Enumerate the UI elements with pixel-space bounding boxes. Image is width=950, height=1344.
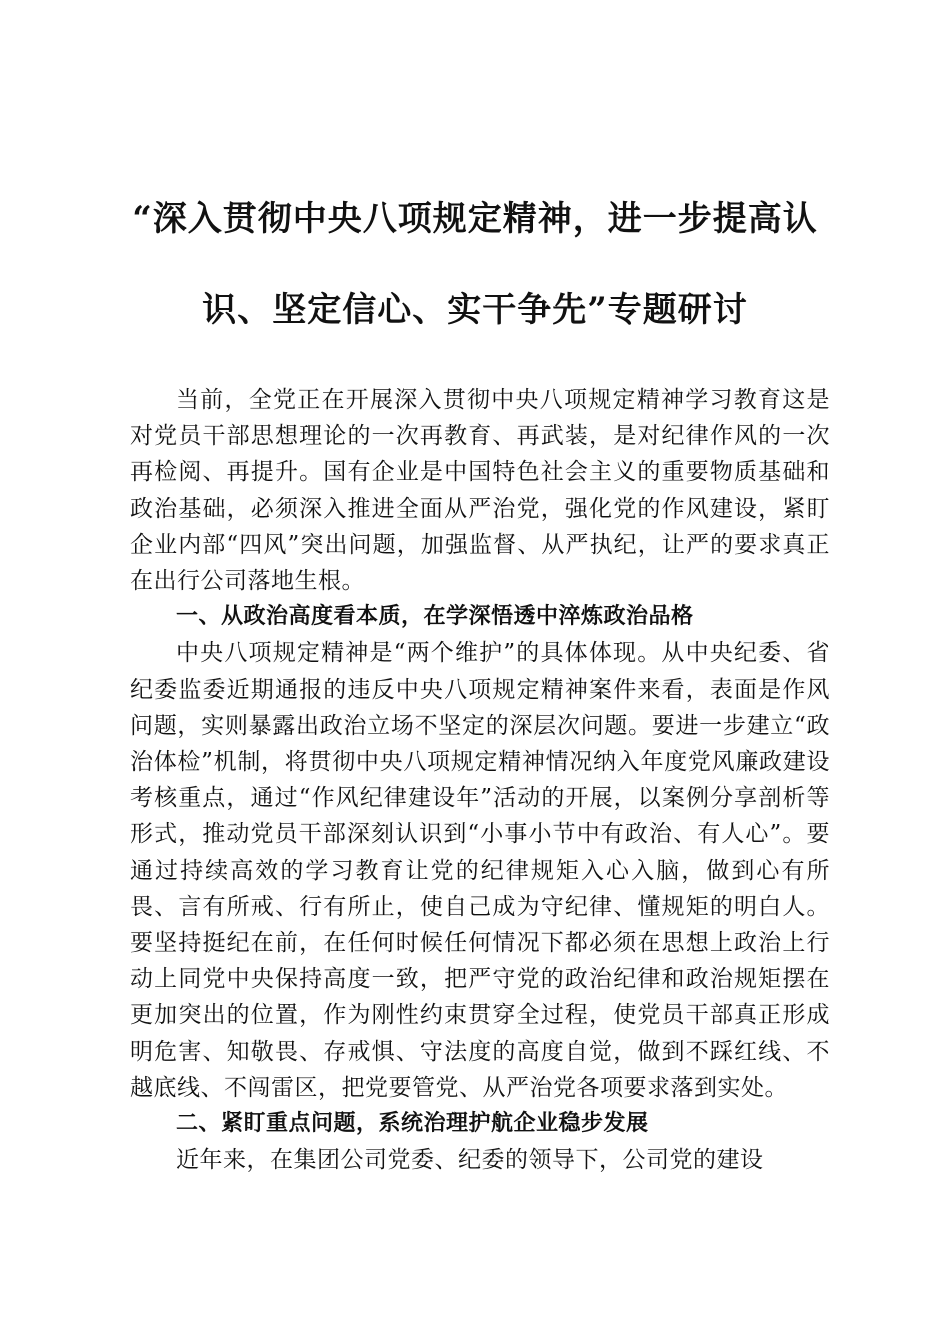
document-title-line-2: 识、坚定信心、实干争先”专题研讨 [202, 290, 748, 330]
section-2-paragraph: 近年来，在集团公司党委、纪委的领导下，公司党的建设 [176, 1147, 764, 1174]
section-1-paragraph: 中央八项规定精神是“两个维护”的具体体现。从中央纪委、省纪委监委近期通报的违反中央八项规定精神案件来看，表面是作风问题，实则暴露出政治立场不坚定的深层次问题。要进一步建立“政治体检”机制，将贯彻中央八项规定精神情况纳入年度党风廉政建设考核重点，通过“作风纪律建设年”活动的开展，以案例分享剖析等形式，推动党员干部深刻认识到“小事小节中有政治、有人心”。要通过持续高效的学习教育让党的纪律规矩入心入脑，做到心有所畏、言有所戒、行有所止，使自己成为守纪律、懂规矩的明白人。要坚持挺纪在前，在任何时候任何情况下都必须在思想上政治上行动上同党中央保持高度一致，把严守党的政治纪律和政治规矩摆在更加突出的位置，作为刚性约束贯穿全过程，使党员干部真正形成明危害、知敬畏、存戒惧、守法度的高度自觉，做到不踩红线、不越底线、不闯雷区，把党要管党、从严治党各项要求落到实处。 [130, 640, 830, 1101]
document-body [130, 382, 830, 1178]
section-heading-1: 一、从政治高度看本质，在学深悟透中淬炼政治品格 [176, 604, 694, 630]
section-heading-2: 二、紧盯重点问题，系统治理护航企业稳步发展 [176, 1111, 649, 1137]
intro-paragraph: 当前，全党正在开展深入贯彻中央八项规定精神学习教育这是对党员干部思想理论的一次再教育、再武装，是对纪律作风的一次再检阅、再提升。国有企业是中国特色社会主义的重要物质基础和政治基础，必须深入推进全面从严治党，强化党的作风建设，紧盯企业内部“四风”突出问题，加强监督、从严执纪，让严的要求真正在出行公司落地生根。 [130, 387, 830, 595]
document-title-line-1: “深入贯彻中央八项规定精神，进一步提高认 [132, 199, 818, 239]
